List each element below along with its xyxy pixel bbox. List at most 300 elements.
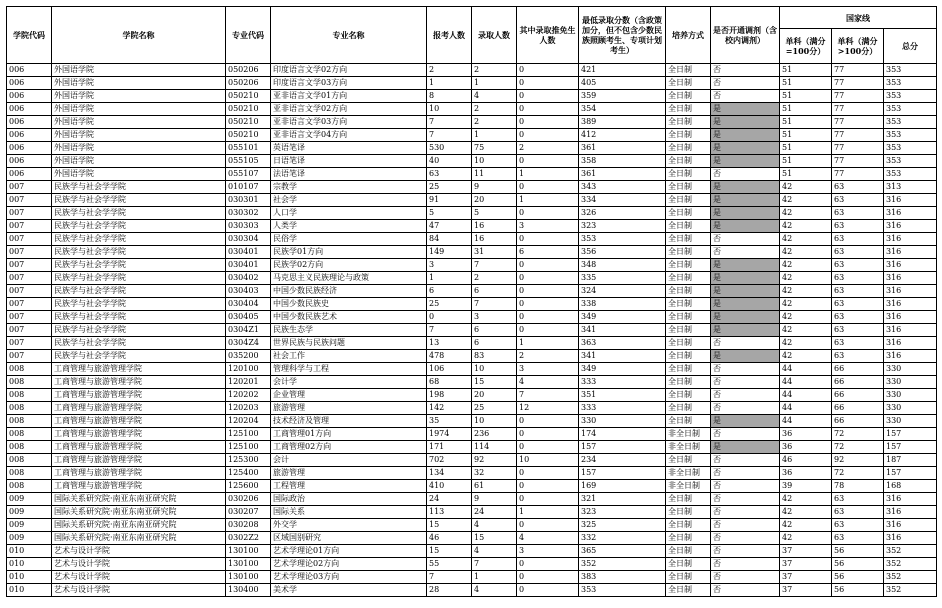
cell-college-code: 008 bbox=[7, 363, 52, 376]
cell-total: 353 bbox=[884, 116, 937, 129]
admission-table-container bbox=[6, 6, 936, 597]
cell-applicants: 84 bbox=[427, 233, 472, 246]
cell-college-name: 艺术与设计学院 bbox=[52, 545, 226, 558]
cell-applicants: 24 bbox=[427, 493, 472, 506]
cell-adjust: 是 bbox=[711, 415, 780, 428]
cell-applicants: 10 bbox=[427, 103, 472, 116]
cell-single-over-100: 66 bbox=[832, 389, 884, 402]
cell-college-name: 工商管理与旅游管理学院 bbox=[52, 454, 226, 467]
cell-college-code: 006 bbox=[7, 155, 52, 168]
cell-min-score: 354 bbox=[579, 103, 666, 116]
cell-min-score: 174 bbox=[579, 428, 666, 441]
cell-major-code: 125600 bbox=[226, 480, 271, 493]
cell-college-name: 艺术与设计学院 bbox=[52, 571, 226, 584]
cell-adjust: 否 bbox=[711, 493, 780, 506]
cell-single-over-100: 63 bbox=[832, 324, 884, 337]
cell-adjust: 是 bbox=[711, 129, 780, 142]
cell-major-name: 企业管理 bbox=[271, 389, 427, 402]
cell-min-score: 405 bbox=[579, 77, 666, 90]
cell-min-score: 383 bbox=[579, 571, 666, 584]
cell-college-name: 外国语学院 bbox=[52, 142, 226, 155]
cell-major-code: 120100 bbox=[226, 363, 271, 376]
cell-min-score: 338 bbox=[579, 298, 666, 311]
cell-total: 330 bbox=[884, 363, 937, 376]
cell-min-score: 323 bbox=[579, 220, 666, 233]
cell-college-code: 010 bbox=[7, 558, 52, 571]
cell-college-code: 007 bbox=[7, 311, 52, 324]
cell-min-score: 356 bbox=[579, 246, 666, 259]
col-header-major-name: 专业名称 bbox=[271, 7, 427, 64]
cell-min-score: 332 bbox=[579, 532, 666, 545]
cell-min-score: 361 bbox=[579, 168, 666, 181]
cell-major-name: 社会学 bbox=[271, 194, 427, 207]
cell-study-mode: 全日制 bbox=[666, 181, 711, 194]
cell-total: 316 bbox=[884, 233, 937, 246]
cell-applicants: 7 bbox=[427, 129, 472, 142]
cell-major-name: 印度语言文学03方向 bbox=[271, 77, 427, 90]
cell-exempt: 0 bbox=[517, 285, 579, 298]
cell-adjust: 否 bbox=[711, 77, 780, 90]
cell-admitted: 2 bbox=[472, 272, 517, 285]
cell-total: 353 bbox=[884, 103, 937, 116]
cell-college-name: 国际关系研究院·南亚东南亚研究院 bbox=[52, 506, 226, 519]
cell-college-code: 006 bbox=[7, 77, 52, 90]
cell-study-mode: 全日制 bbox=[666, 363, 711, 376]
cell-college-name: 国际关系研究院·南亚东南亚研究院 bbox=[52, 532, 226, 545]
cell-exempt: 0 bbox=[517, 324, 579, 337]
cell-study-mode: 全日制 bbox=[666, 142, 711, 155]
cell-major-code: 0304Z1 bbox=[226, 324, 271, 337]
cell-adjust: 否 bbox=[711, 168, 780, 181]
cell-exempt: 3 bbox=[517, 545, 579, 558]
cell-major-code: 055107 bbox=[226, 168, 271, 181]
cell-exempt: 0 bbox=[517, 129, 579, 142]
cell-major-name: 民族生态学 bbox=[271, 324, 427, 337]
cell-single-over-100: 77 bbox=[832, 129, 884, 142]
cell-total: 157 bbox=[884, 428, 937, 441]
cell-applicants: 13 bbox=[427, 337, 472, 350]
cell-college-code: 009 bbox=[7, 506, 52, 519]
cell-major-name: 艺术学理论03方向 bbox=[271, 571, 427, 584]
cell-college-name: 外国语学院 bbox=[52, 129, 226, 142]
cell-major-code: 050210 bbox=[226, 90, 271, 103]
cell-single-100: 42 bbox=[780, 285, 832, 298]
cell-min-score: 333 bbox=[579, 402, 666, 415]
cell-study-mode: 全日制 bbox=[666, 402, 711, 415]
cell-study-mode: 全日制 bbox=[666, 207, 711, 220]
cell-major-name: 法语笔译 bbox=[271, 168, 427, 181]
cell-exempt: 1 bbox=[517, 506, 579, 519]
cell-admitted: 1 bbox=[472, 129, 517, 142]
cell-single-over-100: 63 bbox=[832, 493, 884, 506]
cell-study-mode: 全日制 bbox=[666, 272, 711, 285]
cell-admitted: 20 bbox=[472, 194, 517, 207]
cell-college-code: 008 bbox=[7, 441, 52, 454]
cell-major-code: 0304Z4 bbox=[226, 337, 271, 350]
cell-exempt: 0 bbox=[517, 493, 579, 506]
table-row bbox=[7, 506, 937, 519]
cell-applicants: 5 bbox=[427, 207, 472, 220]
cell-single-100: 46 bbox=[780, 454, 832, 467]
cell-applicants: 113 bbox=[427, 506, 472, 519]
table-row bbox=[7, 519, 937, 532]
cell-exempt: 0 bbox=[517, 272, 579, 285]
cell-single-100: 42 bbox=[780, 519, 832, 532]
cell-college-code: 007 bbox=[7, 259, 52, 272]
cell-admitted: 5 bbox=[472, 207, 517, 220]
cell-total: 316 bbox=[884, 506, 937, 519]
cell-single-100: 44 bbox=[780, 389, 832, 402]
cell-adjust: 否 bbox=[711, 532, 780, 545]
cell-major-code: 030401 bbox=[226, 246, 271, 259]
cell-single-100: 36 bbox=[780, 467, 832, 480]
cell-adjust: 是 bbox=[711, 272, 780, 285]
cell-exempt: 0 bbox=[517, 428, 579, 441]
cell-major-name: 中国少数民族经济 bbox=[271, 285, 427, 298]
cell-college-code: 008 bbox=[7, 480, 52, 493]
cell-college-name: 外国语学院 bbox=[52, 90, 226, 103]
cell-study-mode: 全日制 bbox=[666, 116, 711, 129]
cell-adjust: 是 bbox=[711, 220, 780, 233]
cell-major-code: 030402 bbox=[226, 272, 271, 285]
cell-college-code: 007 bbox=[7, 285, 52, 298]
cell-min-score: 334 bbox=[579, 194, 666, 207]
cell-min-score: 321 bbox=[579, 493, 666, 506]
cell-exempt: 0 bbox=[517, 233, 579, 246]
table-row bbox=[7, 428, 937, 441]
cell-adjust: 否 bbox=[711, 467, 780, 480]
table-row bbox=[7, 571, 937, 584]
cell-college-name: 工商管理与旅游管理学院 bbox=[52, 467, 226, 480]
cell-exempt: 1 bbox=[517, 168, 579, 181]
cell-admitted: 20 bbox=[472, 389, 517, 402]
cell-single-over-100: 77 bbox=[832, 116, 884, 129]
cell-college-name: 艺术与设计学院 bbox=[52, 584, 226, 597]
cell-single-100: 42 bbox=[780, 337, 832, 350]
cell-single-over-100: 63 bbox=[832, 233, 884, 246]
cell-single-over-100: 66 bbox=[832, 363, 884, 376]
cell-applicants: 134 bbox=[427, 467, 472, 480]
col-header-major-code: 专业代码 bbox=[226, 7, 271, 64]
cell-college-name: 工商管理与旅游管理学院 bbox=[52, 428, 226, 441]
cell-adjust: 是 bbox=[711, 103, 780, 116]
cell-college-code: 008 bbox=[7, 454, 52, 467]
cell-college-code: 007 bbox=[7, 324, 52, 337]
cell-single-over-100: 72 bbox=[832, 441, 884, 454]
col-header-national-line: 国家线 bbox=[780, 7, 937, 29]
cell-college-code: 009 bbox=[7, 519, 52, 532]
cell-college-name: 民族学与社会学学院 bbox=[52, 324, 226, 337]
cell-admitted: 15 bbox=[472, 532, 517, 545]
cell-exempt: 0 bbox=[517, 64, 579, 77]
cell-college-name: 工商管理与旅游管理学院 bbox=[52, 480, 226, 493]
cell-study-mode: 非全日制 bbox=[666, 441, 711, 454]
cell-single-100: 51 bbox=[780, 77, 832, 90]
cell-single-100: 51 bbox=[780, 64, 832, 77]
cell-major-name: 人类学 bbox=[271, 220, 427, 233]
cell-min-score: 335 bbox=[579, 272, 666, 285]
cell-college-name: 工商管理与旅游管理学院 bbox=[52, 363, 226, 376]
cell-single-over-100: 77 bbox=[832, 168, 884, 181]
cell-exempt: 4 bbox=[517, 532, 579, 545]
cell-exempt: 0 bbox=[517, 558, 579, 571]
cell-total: 168 bbox=[884, 480, 937, 493]
cell-exempt: 2 bbox=[517, 142, 579, 155]
cell-applicants: 530 bbox=[427, 142, 472, 155]
cell-adjust: 是 bbox=[711, 116, 780, 129]
cell-adjust: 否 bbox=[711, 571, 780, 584]
cell-exempt: 4 bbox=[517, 376, 579, 389]
cell-min-score: 343 bbox=[579, 181, 666, 194]
cell-single-over-100: 77 bbox=[832, 90, 884, 103]
cell-min-score: 358 bbox=[579, 155, 666, 168]
table-row bbox=[7, 220, 937, 233]
cell-exempt: 0 bbox=[517, 480, 579, 493]
cell-applicants: 63 bbox=[427, 168, 472, 181]
cell-single-100: 37 bbox=[780, 545, 832, 558]
cell-adjust: 否 bbox=[711, 454, 780, 467]
cell-college-name: 国际关系研究院·南亚东南亚研究院 bbox=[52, 493, 226, 506]
cell-major-name: 民族学01方向 bbox=[271, 246, 427, 259]
cell-college-name: 民族学与社会学学院 bbox=[52, 181, 226, 194]
cell-exempt: 7 bbox=[517, 389, 579, 402]
cell-admitted: 2 bbox=[472, 103, 517, 116]
table-row bbox=[7, 155, 937, 168]
cell-adjust: 否 bbox=[711, 363, 780, 376]
cell-college-code: 008 bbox=[7, 467, 52, 480]
table-row bbox=[7, 558, 937, 571]
cell-applicants: 15 bbox=[427, 519, 472, 532]
cell-major-code: 130100 bbox=[226, 571, 271, 584]
cell-major-code: 130400 bbox=[226, 584, 271, 597]
header-row bbox=[7, 7, 937, 29]
cell-single-over-100: 63 bbox=[832, 246, 884, 259]
cell-admitted: 25 bbox=[472, 402, 517, 415]
cell-admitted: 4 bbox=[472, 584, 517, 597]
table-body bbox=[7, 64, 937, 597]
table-row bbox=[7, 103, 937, 116]
cell-college-code: 008 bbox=[7, 428, 52, 441]
cell-major-code: 120202 bbox=[226, 389, 271, 402]
table-row bbox=[7, 441, 937, 454]
cell-major-name: 艺术学理论01方向 bbox=[271, 545, 427, 558]
cell-admitted: 75 bbox=[472, 142, 517, 155]
cell-total: 353 bbox=[884, 142, 937, 155]
cell-major-name: 亚非语言文学04方向 bbox=[271, 129, 427, 142]
cell-college-code: 008 bbox=[7, 389, 52, 402]
cell-admitted: 3 bbox=[472, 311, 517, 324]
cell-adjust: 否 bbox=[711, 506, 780, 519]
cell-adjust: 否 bbox=[711, 246, 780, 259]
cell-applicants: 15 bbox=[427, 545, 472, 558]
cell-min-score: 234 bbox=[579, 454, 666, 467]
col-header-admitted: 录取人数 bbox=[472, 7, 517, 64]
cell-single-over-100: 77 bbox=[832, 64, 884, 77]
table-row bbox=[7, 246, 937, 259]
table-row bbox=[7, 350, 937, 363]
cell-major-name: 工商管理01方向 bbox=[271, 428, 427, 441]
cell-exempt: 12 bbox=[517, 402, 579, 415]
cell-college-name: 民族学与社会学学院 bbox=[52, 350, 226, 363]
col-header-total: 总分 bbox=[884, 29, 937, 64]
cell-admitted: 6 bbox=[472, 337, 517, 350]
cell-min-score: 325 bbox=[579, 519, 666, 532]
cell-college-name: 民族学与社会学学院 bbox=[52, 259, 226, 272]
cell-adjust: 是 bbox=[711, 155, 780, 168]
cell-total: 157 bbox=[884, 467, 937, 480]
cell-single-100: 37 bbox=[780, 558, 832, 571]
cell-major-name: 亚非语言文学02方向 bbox=[271, 103, 427, 116]
col-header-college-name: 学院名称 bbox=[52, 7, 226, 64]
cell-major-code: 030207 bbox=[226, 506, 271, 519]
cell-single-over-100: 77 bbox=[832, 142, 884, 155]
cell-total: 316 bbox=[884, 259, 937, 272]
col-header-applicants: 报考人数 bbox=[427, 7, 472, 64]
cell-total: 353 bbox=[884, 168, 937, 181]
cell-college-code: 010 bbox=[7, 584, 52, 597]
cell-college-code: 007 bbox=[7, 233, 52, 246]
cell-min-score: 353 bbox=[579, 233, 666, 246]
cell-college-name: 外国语学院 bbox=[52, 155, 226, 168]
cell-total: 330 bbox=[884, 376, 937, 389]
cell-total: 316 bbox=[884, 337, 937, 350]
cell-single-100: 42 bbox=[780, 207, 832, 220]
cell-single-over-100: 63 bbox=[832, 272, 884, 285]
cell-major-name: 亚非语言文学01方向 bbox=[271, 90, 427, 103]
cell-total: 353 bbox=[884, 155, 937, 168]
cell-college-code: 007 bbox=[7, 207, 52, 220]
table-row bbox=[7, 389, 937, 402]
cell-exempt: 0 bbox=[517, 259, 579, 272]
cell-adjust: 否 bbox=[711, 584, 780, 597]
cell-adjust: 否 bbox=[711, 519, 780, 532]
cell-applicants: 478 bbox=[427, 350, 472, 363]
cell-min-score: 359 bbox=[579, 90, 666, 103]
cell-major-name: 工商管理02方向 bbox=[271, 441, 427, 454]
cell-exempt: 3 bbox=[517, 363, 579, 376]
cell-admitted: 7 bbox=[472, 558, 517, 571]
cell-study-mode: 全日制 bbox=[666, 493, 711, 506]
cell-college-code: 007 bbox=[7, 298, 52, 311]
cell-major-name: 区域国别研究 bbox=[271, 532, 427, 545]
cell-major-code: 125400 bbox=[226, 467, 271, 480]
cell-admitted: 92 bbox=[472, 454, 517, 467]
cell-total: 352 bbox=[884, 558, 937, 571]
cell-total: 352 bbox=[884, 571, 937, 584]
table-row bbox=[7, 194, 937, 207]
cell-college-name: 民族学与社会学学院 bbox=[52, 207, 226, 220]
cell-major-code: 030302 bbox=[226, 207, 271, 220]
cell-college-name: 外国语学院 bbox=[52, 168, 226, 181]
cell-single-100: 42 bbox=[780, 259, 832, 272]
cell-adjust: 否 bbox=[711, 558, 780, 571]
cell-applicants: 171 bbox=[427, 441, 472, 454]
cell-single-over-100: 56 bbox=[832, 545, 884, 558]
cell-college-code: 009 bbox=[7, 493, 52, 506]
cell-college-code: 006 bbox=[7, 116, 52, 129]
cell-college-code: 008 bbox=[7, 415, 52, 428]
table-row bbox=[7, 142, 937, 155]
cell-total: 316 bbox=[884, 324, 937, 337]
cell-admitted: 2 bbox=[472, 64, 517, 77]
cell-exempt: 0 bbox=[517, 571, 579, 584]
cell-single-over-100: 72 bbox=[832, 467, 884, 480]
cell-major-name: 旅游管理 bbox=[271, 402, 427, 415]
cell-exempt: 2 bbox=[517, 350, 579, 363]
cell-single-100: 42 bbox=[780, 324, 832, 337]
table-row bbox=[7, 454, 937, 467]
cell-single-100: 36 bbox=[780, 428, 832, 441]
cell-major-code: 050206 bbox=[226, 64, 271, 77]
cell-college-code: 008 bbox=[7, 402, 52, 415]
cell-single-over-100: 63 bbox=[832, 259, 884, 272]
cell-study-mode: 全日制 bbox=[666, 285, 711, 298]
cell-single-100: 51 bbox=[780, 168, 832, 181]
cell-study-mode: 全日制 bbox=[666, 454, 711, 467]
cell-single-over-100: 63 bbox=[832, 506, 884, 519]
cell-admitted: 31 bbox=[472, 246, 517, 259]
cell-applicants: 1 bbox=[427, 272, 472, 285]
cell-major-name: 印度语言文学02方向 bbox=[271, 64, 427, 77]
cell-major-code: 030304 bbox=[226, 233, 271, 246]
cell-exempt: 0 bbox=[517, 77, 579, 90]
cell-study-mode: 全日制 bbox=[666, 506, 711, 519]
cell-study-mode: 全日制 bbox=[666, 337, 711, 350]
cell-college-name: 外国语学院 bbox=[52, 64, 226, 77]
cell-applicants: 7 bbox=[427, 571, 472, 584]
cell-min-score: 349 bbox=[579, 311, 666, 324]
cell-applicants: 25 bbox=[427, 298, 472, 311]
cell-single-100: 42 bbox=[780, 311, 832, 324]
cell-min-score: 365 bbox=[579, 545, 666, 558]
table-row bbox=[7, 116, 937, 129]
cell-adjust: 否 bbox=[711, 233, 780, 246]
cell-major-code: 055101 bbox=[226, 142, 271, 155]
cell-adjust: 是 bbox=[711, 181, 780, 194]
cell-min-score: 363 bbox=[579, 337, 666, 350]
cell-single-100: 42 bbox=[780, 181, 832, 194]
cell-single-100: 42 bbox=[780, 532, 832, 545]
cell-major-code: 030301 bbox=[226, 194, 271, 207]
cell-single-over-100: 92 bbox=[832, 454, 884, 467]
cell-admitted: 10 bbox=[472, 415, 517, 428]
table-row bbox=[7, 64, 937, 77]
cell-study-mode: 全日制 bbox=[666, 558, 711, 571]
cell-adjust: 是 bbox=[711, 350, 780, 363]
cell-adjust: 否 bbox=[711, 90, 780, 103]
cell-applicants: 28 bbox=[427, 584, 472, 597]
cell-college-name: 工商管理与旅游管理学院 bbox=[52, 441, 226, 454]
cell-min-score: 412 bbox=[579, 129, 666, 142]
cell-major-name: 中国少数民族艺术 bbox=[271, 311, 427, 324]
cell-applicants: 47 bbox=[427, 220, 472, 233]
cell-applicants: 3 bbox=[427, 259, 472, 272]
cell-single-over-100: 63 bbox=[832, 337, 884, 350]
cell-total: 316 bbox=[884, 350, 937, 363]
cell-adjust: 是 bbox=[711, 207, 780, 220]
cell-college-code: 009 bbox=[7, 532, 52, 545]
col-header-study-mode: 培养方式 bbox=[666, 7, 711, 64]
cell-exempt: 0 bbox=[517, 116, 579, 129]
cell-major-code: 010107 bbox=[226, 181, 271, 194]
cell-single-over-100: 63 bbox=[832, 298, 884, 311]
cell-major-name: 日语笔译 bbox=[271, 155, 427, 168]
table-row bbox=[7, 480, 937, 493]
cell-min-score: 326 bbox=[579, 207, 666, 220]
cell-single-100: 42 bbox=[780, 506, 832, 519]
col-header-min-score: 最低录取分数（含政策加分，但不包含少数民族照顾考生、专项计划考生） bbox=[579, 7, 666, 64]
cell-single-over-100: 56 bbox=[832, 558, 884, 571]
